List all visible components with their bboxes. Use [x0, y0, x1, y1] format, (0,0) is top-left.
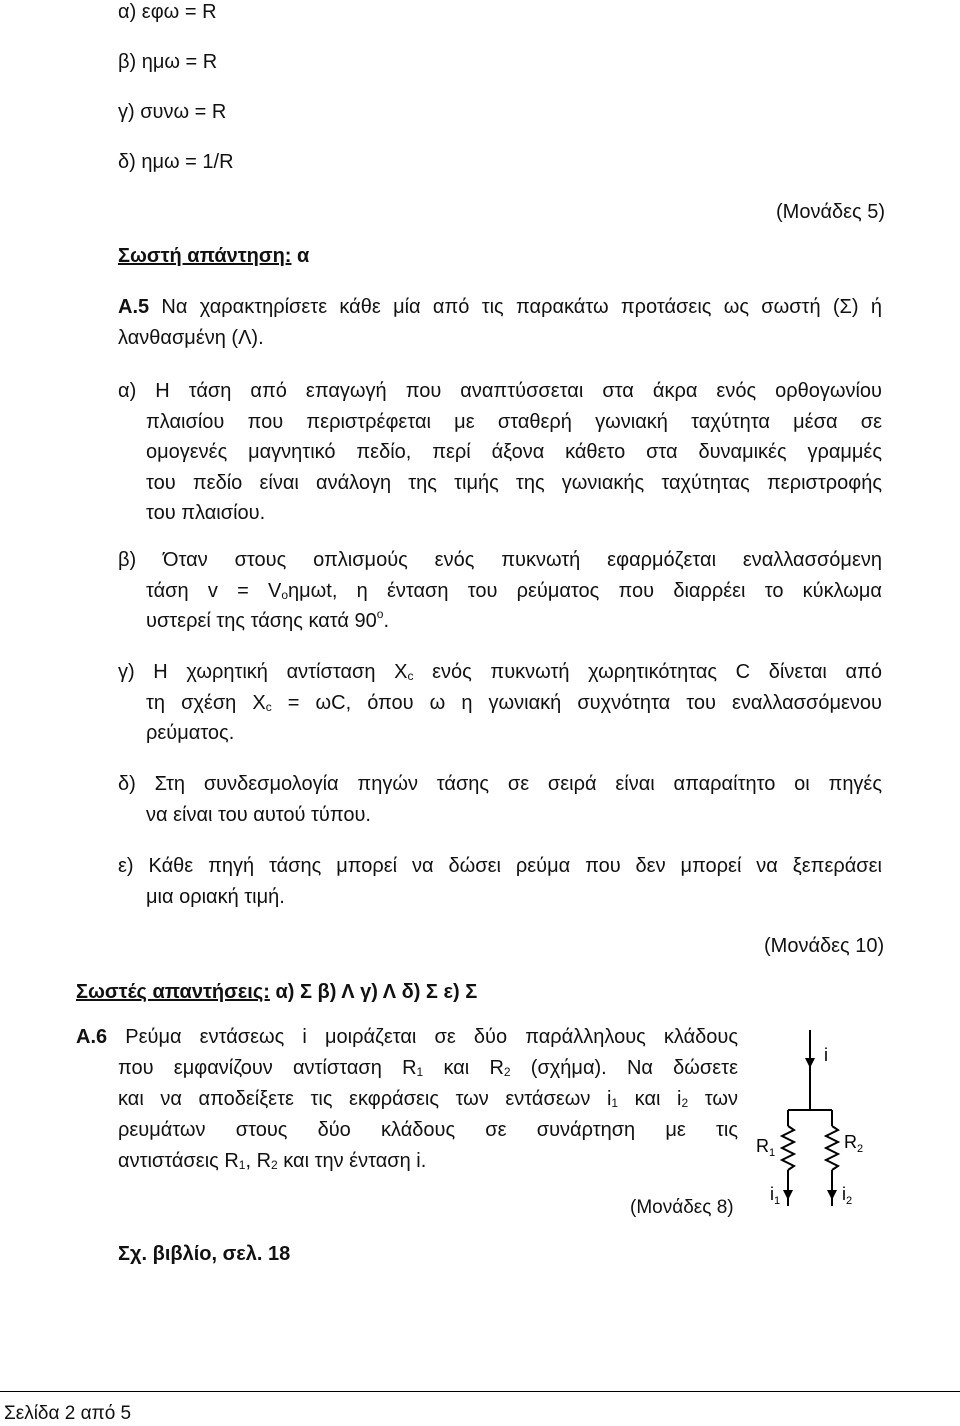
q6-marks: (Μονάδες 8) — [630, 1197, 734, 1218]
statement-c-line: τη σχέση $X_c = \omega C$, όπου ω η γωνιακή συχνότητα του εναλλασσόμενου — [146, 691, 882, 714]
answers-value: α) Σ β) Λ γ) Λ δ) Σ ε) Σ — [269, 981, 478, 1003]
q5-answers — [76, 980, 477, 1004]
book-reference: Σχ. βιβλίο, σελ. 18 — [118, 1243, 291, 1265]
statement-a-line: πλαισίου που περιστρέφεται με σταθερή γωνιακή ταχύτητα μέσα σε — [146, 410, 882, 433]
q5-intro-line2: λανθασμένη (Λ). — [118, 326, 264, 349]
q6-number: Α.6 — [76, 1026, 108, 1048]
branch2-current-arrow-icon — [827, 1190, 837, 1200]
label-i: i — [824, 1045, 828, 1065]
statement-a-line: του πεδίο είναι ανάλογη της τιμής της γωνιακής ταχύτητας περιστροφής — [146, 471, 882, 494]
statement-c — [118, 657, 882, 749]
q6-line: που εμφανίζουν αντίσταση $R_1$ και $R_2$ (σχήμα). Να δώσετε — [118, 1057, 738, 1079]
statement-e — [118, 851, 882, 912]
answer-label: Σωστή απάντηση: — [118, 245, 292, 267]
resistor-r2-zigzag — [826, 1126, 838, 1170]
statement-b-line: υστερεί της τάσης κατά $90^o$. — [146, 607, 390, 632]
q5-intro-text: Να χαρακτηρίσετε κάθε μία από τις παρακάτω προτάσεις ως σωστή (Σ) ή — [149, 296, 882, 318]
option-b: β) ημω = R — [118, 51, 218, 73]
q6-line: Ρεύμα εντάσεως i μοιράζεται σε δύο παράλληλους κλάδους — [107, 1026, 738, 1048]
label-r2: $R_2$ — [844, 1132, 864, 1155]
answer-value: α — [291, 245, 310, 267]
statement-d — [118, 769, 882, 830]
q6-line: και να αποδείξετε τις εκφράσεις των εντάσεων $i_1$ και $i_2$ των — [118, 1088, 738, 1110]
statement-a-line: α) Η τάση από επαγωγή που αναπτύσσεται στα άκρα ενός ορθογωνίου — [118, 380, 882, 402]
statement-a — [118, 376, 882, 529]
option-d: δ) ημω = 1/R — [118, 151, 234, 173]
q6-question — [76, 1022, 738, 1177]
statement-e-line: μια οριακή τιμή. — [146, 885, 285, 908]
statement-c-line: ρεύματος. — [146, 722, 235, 744]
q6-line: ρευμάτων στους δύο κλάδους σε συνάρτηση με τις — [118, 1119, 738, 1141]
statement-a-line: ομογενές μαγνητικό πεδίο, περί άξονα κάθετο στα δυναμικές γραμμές — [146, 441, 882, 463]
branch1-current-arrow-icon — [783, 1190, 793, 1200]
label-i1: $i_1$ — [770, 1184, 781, 1207]
resistor-r1-zigzag — [782, 1126, 794, 1170]
footer-divider — [0, 1391, 960, 1392]
statement-d-line: δ) Στη συνδεσμολογία πηγών τάσης σε σειρά είναι απαραίτητο οι πηγές — [118, 773, 882, 795]
q6-line: αντιστάσεις $R_1$, $R_2$ και την ένταση i. — [118, 1150, 427, 1172]
q4-answer — [118, 244, 309, 268]
label-r1: $R_1$ — [756, 1136, 776, 1159]
label-i2: $i_2$ — [842, 1184, 853, 1207]
page-number: Σελίδα 2 από 5 — [4, 1403, 132, 1424]
q5-number: Α.5 — [118, 296, 150, 318]
q5-intro — [118, 292, 882, 353]
statement-a-line: του πλαισίου. — [146, 502, 266, 524]
answers-label: Σωστές απαντήσεις: — [76, 981, 270, 1003]
option-c: γ) συνω = R — [118, 101, 227, 123]
statement-c-line: γ) Η χωρητική αντίσταση $X_c$ ενός πυκνωτή χωρητικότητας C δίνεται από — [118, 661, 883, 683]
q4-marks: (Μονάδες 5) — [776, 201, 886, 223]
parallel-resistors-figure — [748, 1030, 888, 1220]
statement-e-line: ε) Κάθε πηγή τάσης μπορεί να δώσει ρεύμα που δεν μπορεί να ξεπεράσει — [118, 855, 882, 877]
option-a: α) εφω = R — [118, 1, 217, 23]
statement-d-line: να είναι του αυτού τύπου. — [146, 803, 371, 826]
statement-b-line: β) Όταν στους οπλισμούς ενός πυκνωτή εφαρμόζεται εναλλασσόμενη — [118, 549, 882, 571]
q5-marks: (Μονάδες 10) — [764, 935, 885, 957]
main-current-arrow-icon — [805, 1058, 815, 1068]
statement-b — [118, 545, 882, 637]
statement-b-line: τάση $v = V_o\eta\mu\omega t$, η ένταση του ρεύματος που διαρρέει το κύκλωμα — [146, 579, 882, 602]
